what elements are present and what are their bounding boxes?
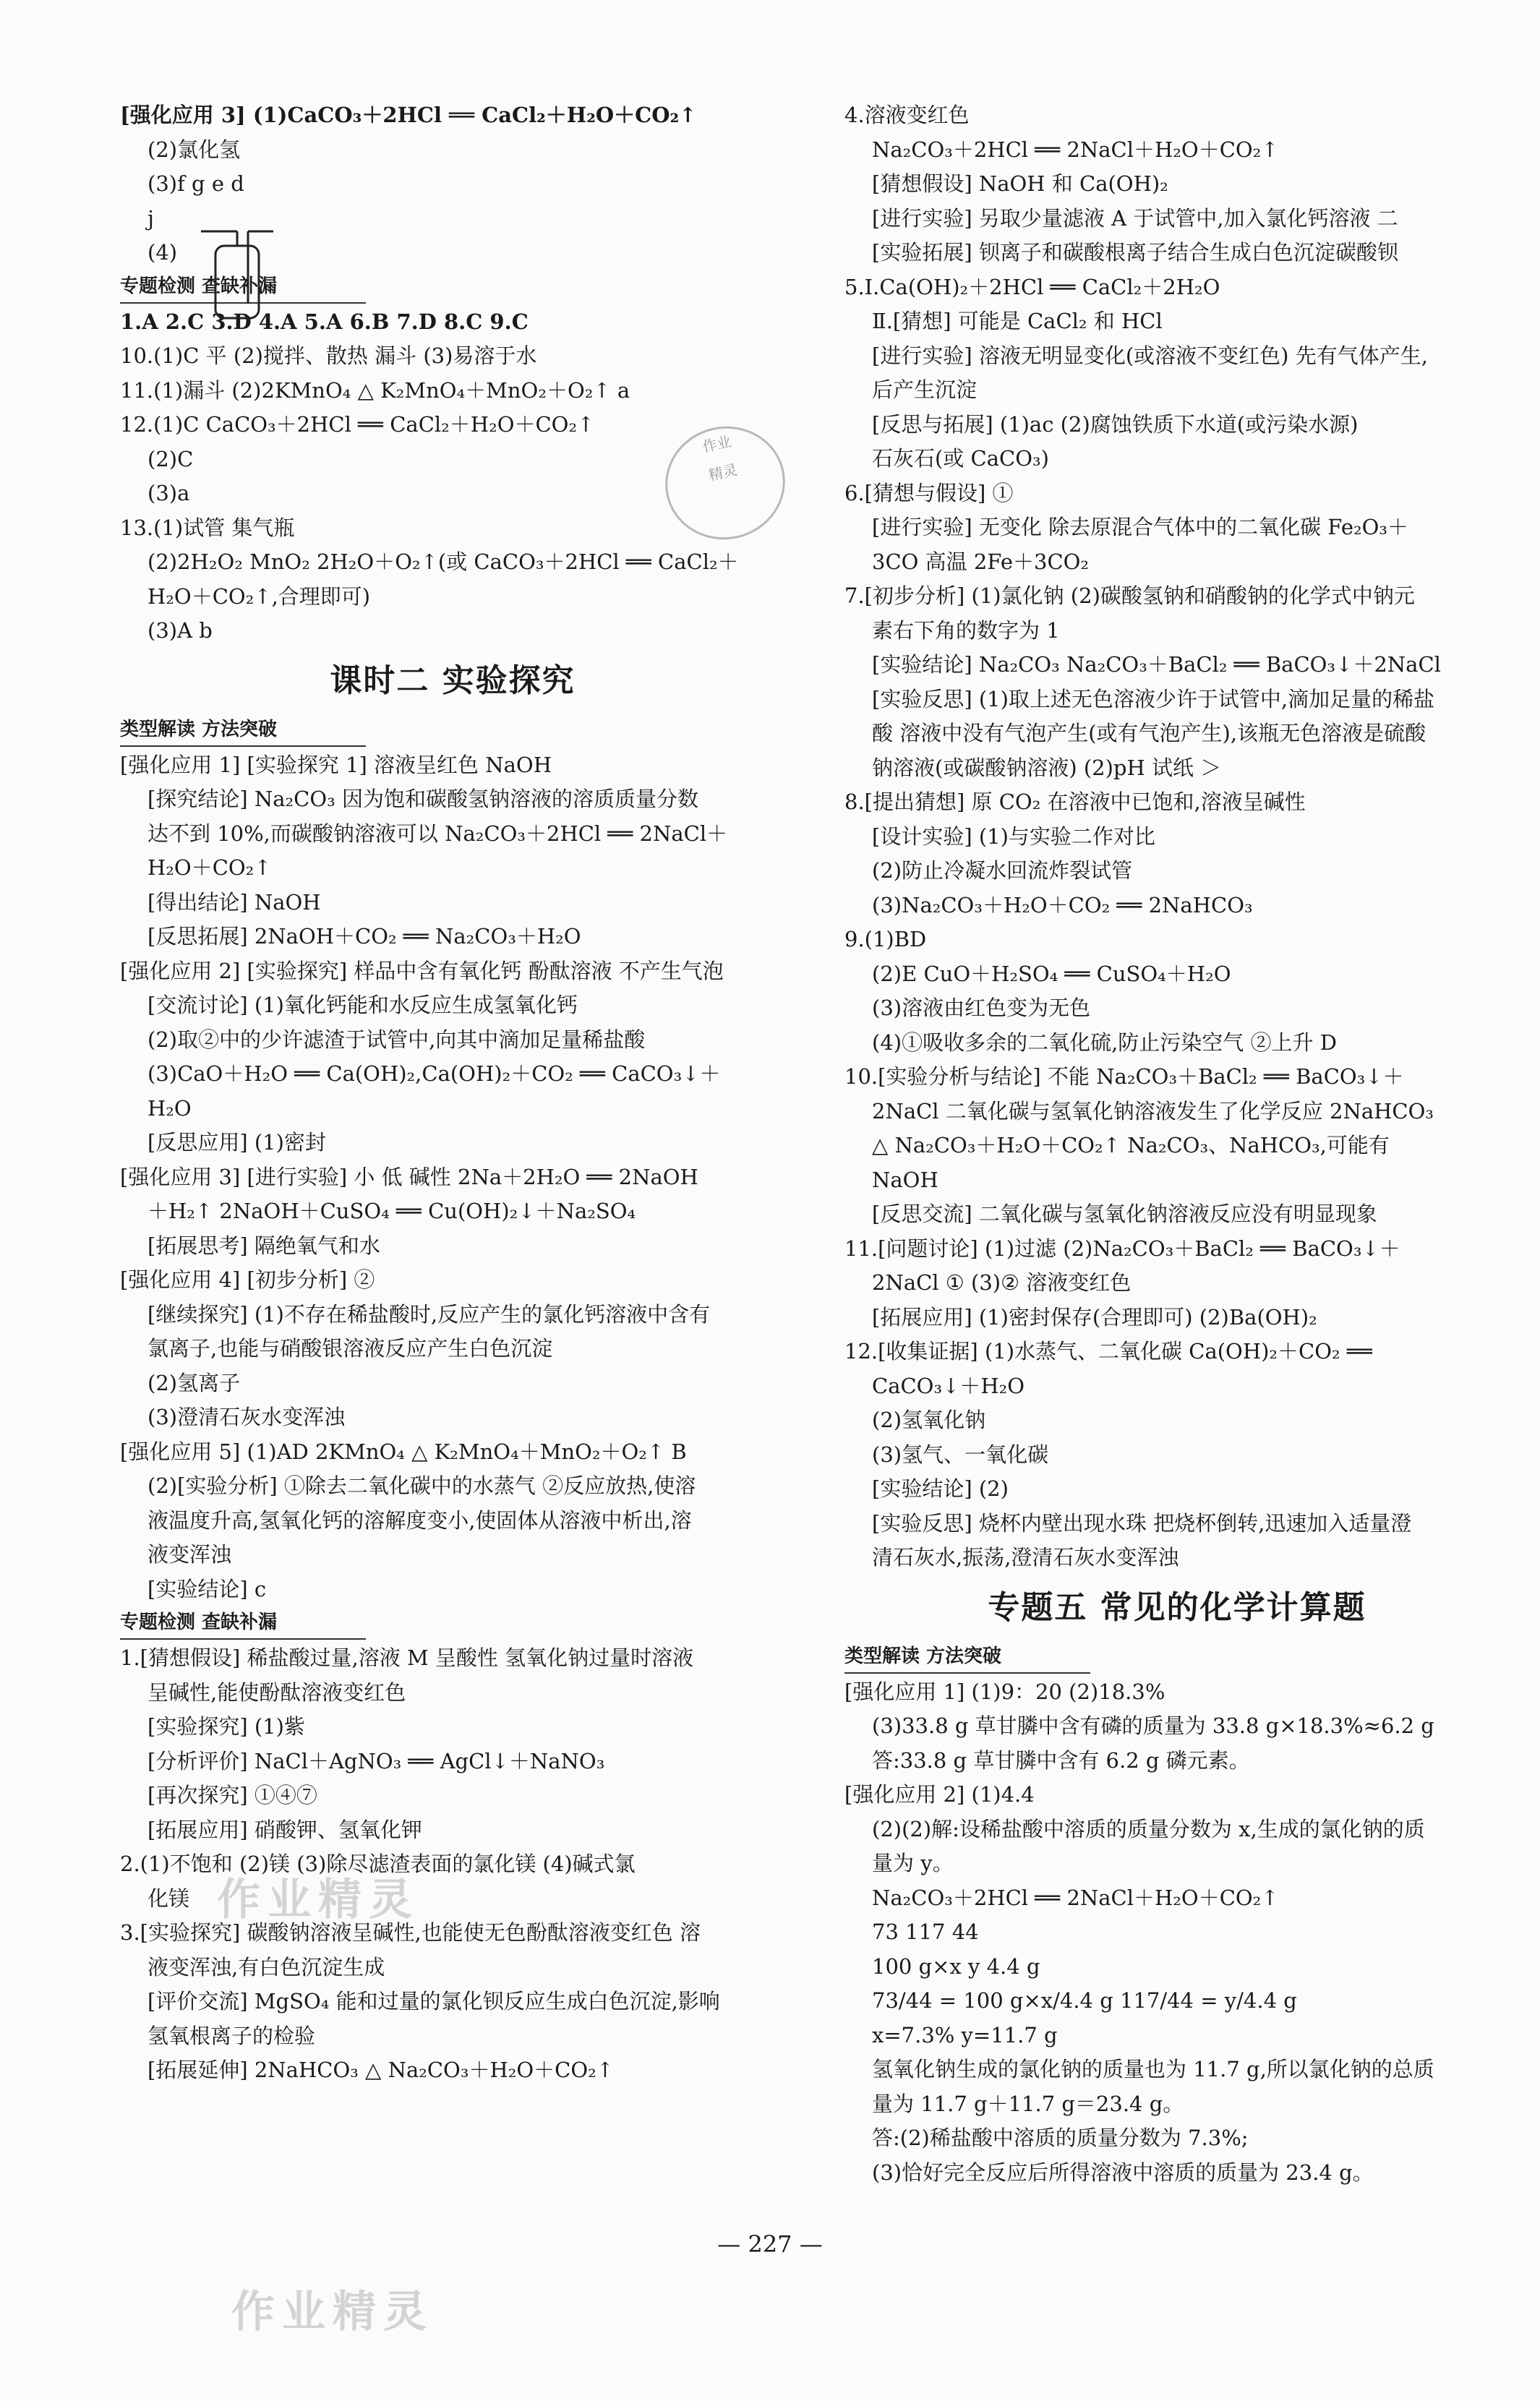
answer-line: 量为 y。 xyxy=(872,1851,954,1875)
answer-line: 7.[初步分析] (1)氯化钠 (2)碳酸氢钠和硝酸钠的化学式中钠元 xyxy=(844,583,1415,608)
answer-line: 2NaCl ① (3)② 溶液变红色 xyxy=(872,1270,1132,1295)
answer-line: (3)a xyxy=(147,481,190,505)
answer-line: H₂O xyxy=(147,1095,192,1121)
answer-line: (3)澄清石灰水变浑浊 xyxy=(147,1405,346,1429)
answer-line: (2)氢离子 xyxy=(147,1370,241,1395)
answer-line: 氢氧根离子的检验 xyxy=(147,2023,316,2048)
answer-line: [交流讨论] (1)氧化钙能和水反应生成氢氧化钙 xyxy=(147,993,578,1017)
answer-line: (3)溶液由红色变为无色 xyxy=(872,996,1091,1020)
answer-line: 73/44 = 100 g×x/4.4 g 117/44 = y/4.4 g xyxy=(872,1988,1297,2013)
answer-line: H₂O＋CO₂↑,合理即可) xyxy=(147,583,371,609)
answer-line: 11.[问题讨论] (1)过滤 (2)Na₂CO₃＋BaCl₂ ══ BaCO₃↓＋ xyxy=(844,1236,1400,1261)
answer-line: [进行实验] 溶液无明显变化(或溶液不变红色) 先有气体产生, xyxy=(872,343,1428,368)
answer-line: [进行实验] 另取少量滤液 A 于试管中,加入氯化钙溶液 二 xyxy=(872,205,1398,231)
section-heading: 课时二 实验探究 xyxy=(330,662,576,699)
answer-line: CaCO₃↓＋H₂O xyxy=(872,1373,1025,1398)
watermark-stamp: 作业 精灵 xyxy=(655,415,796,550)
watermark: 作业精灵 xyxy=(231,2287,434,2337)
answer-line: 答:33.8 g 草甘膦中含有 6.2 g 磷元素。 xyxy=(872,1747,1250,1773)
answer-line: (2)2H₂O₂ MnO₂ 2H₂O＋O₂↑(或 CaCO₃＋2HCl ══ CaCl₂＋ xyxy=(147,549,739,574)
answer-line: 2NaCl 二氧化碳与氢氧化钠溶液发生了化学反应 2NaHCO₃ xyxy=(872,1098,1434,1124)
answer-line: (2)(2)解:设稀盐酸中溶质的质量分数为 x,生成的氯化钠的质 xyxy=(872,1816,1425,1841)
answer-line: [实验反思] (1)取上述无色溶液少许于试管中,滴加足量的稀盐 xyxy=(872,686,1435,711)
answer-line: 液变浑浊,有白色沉淀生成 xyxy=(147,1954,385,1980)
gas-bottle-illustration xyxy=(194,217,281,325)
answer-line: [强化应用 3] [进行实验] 小 低 碱性 2Na＋2H₂O ══ 2NaOH xyxy=(120,1164,698,1189)
answer-line: (2)E CuO＋H₂SO₄ ══ CuSO₄＋H₂O xyxy=(872,961,1231,986)
answer-line: 清石灰水,振荡,澄清石灰水变浑浊 xyxy=(872,1545,1179,1570)
answer-line: Na₂CO₃＋2HCl ══ 2NaCl＋H₂O＋CO₂↑ xyxy=(872,137,1279,162)
answer-line: (3)CaO＋H₂O ══ Ca(OH)₂,Ca(OH)₂＋CO₂ ══ CaCO₃↓＋ xyxy=(147,1061,721,1086)
answer-line: [拓展延伸] 2NaHCO₃ △ Na₂CO₃＋H₂O＋CO₂↑ xyxy=(147,2058,615,2082)
answer-line: (3)A b xyxy=(147,618,213,643)
answer-line: [猜想假设] NaOH 和 Ca(OH)₂ xyxy=(872,171,1168,196)
answer-line: ＋H₂↑ 2NaOH＋CuSO₄ ══ Cu(OH)₂↓＋Na₂SO₄ xyxy=(147,1199,636,1223)
answer-line: j xyxy=(147,205,154,231)
subsection-heading: 专题检测 查缺补漏 xyxy=(120,270,366,304)
answer-line: [强化应用 1] (1)9：20 (2)18.3% xyxy=(844,1679,1165,1704)
answer-line: [得出结论] NaOH xyxy=(147,889,321,915)
answer-line: 13.(1)试管 集气瓶 xyxy=(120,515,295,540)
answer-line: 化镁 xyxy=(147,1886,190,1911)
answer-line: 1.[猜想假设] 稀盐酸过量,溶液 M 呈酸性 氢氧化钠过量时溶液 xyxy=(120,1645,694,1670)
answer-line: △ Na₂CO₃＋H₂O＋CO₂↑ Na₂CO₃、NaHCO₃,可能有 xyxy=(872,1133,1390,1157)
answer-line: Na₂CO₃＋2HCl ══ 2NaCl＋H₂O＋CO₂↑ xyxy=(872,1885,1279,1910)
answer-line: [强化应用 4] [初步分析] ② xyxy=(120,1267,375,1292)
subsection-heading: 类型解读 方法突破 xyxy=(120,714,366,747)
answer-line: Ⅱ.[猜想] 可能是 CaCl₂ 和 HCl xyxy=(872,309,1163,333)
answer-line: NaOH xyxy=(872,1167,938,1192)
answer-line: [强化应用 5] (1)AD 2KMnO₄ △ K₂MnO₄＋MnO₂＋O₂↑ B xyxy=(120,1439,687,1464)
answer-line: (4)①吸收多余的二氧化硫,防止污染空气 ②上升 D xyxy=(872,1030,1337,1055)
answer-line: 11.(1)漏斗 (2)2KMnO₄ △ K₂MnO₄＋MnO₂＋O₂↑ a xyxy=(120,377,630,403)
answer-line: 3CO 高温 2Fe＋3CO₂ xyxy=(872,549,1090,574)
answer-line: [实验结论] Na₂CO₃ Na₂CO₃＋BaCl₂ ══ BaCO₃↓＋2NaCl xyxy=(872,652,1441,677)
answer-line: 钠溶液(或碳酸钠溶液) (2)pH 试纸 ＞ xyxy=(872,755,1222,780)
answer-line: [再次探究] ①④⑦ xyxy=(147,1783,317,1807)
answer-line: 1.A 2.C 3.D 4.A 5.A 6.B 7.D 8.C 9.C xyxy=(120,309,529,334)
answer-line: 4.溶液变红色 xyxy=(844,103,970,127)
answer-line: x=7.3% y=11.7 g xyxy=(872,2022,1058,2047)
answer-line: [实验探究] (1)紫 xyxy=(147,1714,305,1739)
answer-line: [反思拓展] 2NaOH＋CO₂ ══ Na₂CO₃＋H₂O xyxy=(147,924,581,949)
answer-line: H₂O＋CO₂↑ xyxy=(147,855,272,880)
answer-line: [反思应用] (1)密封 xyxy=(147,1130,326,1155)
answer-line: 3.[实验探究] 碳酸钠溶液呈碱性,也能使无色酚酞溶液变红色 溶 xyxy=(120,1920,701,1945)
watermark: 作业精灵 xyxy=(217,1875,419,1925)
answer-line: [强化应用 2] [实验探究] 样品中含有氧化钙 酚酞溶液 不产生气泡 xyxy=(120,958,724,983)
page-number: — 227 — xyxy=(717,2230,823,2258)
answer-line: 5.Ⅰ.Ca(OH)₂＋2HCl ══ CaCl₂＋2H₂O xyxy=(844,274,1220,299)
answer-line: (3)33.8 g 草甘膦中含有磷的质量为 33.8 g×18.3%≈6.2 g xyxy=(872,1713,1434,1738)
answer-line: 氯离子,也能与硝酸银溶液反应产生白色沉淀 xyxy=(147,1336,553,1361)
answer-line: [反思与拓展] (1)ac (2)腐蚀铁质下水道(或污染水源) xyxy=(872,411,1359,437)
answer-line: 达不到 10%,而碳酸钠溶液可以 Na₂CO₃＋2HCl ══ 2NaCl＋ xyxy=(147,821,728,846)
section-heading: 专题五 常见的化学计算题 xyxy=(988,1588,1366,1626)
answer-line: (3)Na₂CO₃＋H₂O＋CO₂ ══ 2NaHCO₃ xyxy=(872,892,1253,917)
answer-line: 100 g×x y 4.4 g xyxy=(872,1953,1040,1979)
answer-line: [强化应用 3] (1)CaCO₃＋2HCl ══ CaCl₂＋H₂O＋CO₂↑ xyxy=(120,103,697,127)
answer-line: 量为 11.7 g＋11.7 g＝23.4 g。 xyxy=(872,2091,1184,2116)
answer-line: (4) xyxy=(147,240,178,265)
answer-line: (3)恰好完全反应后所得溶液中溶质的质量为 23.4 g。 xyxy=(872,2160,1374,2185)
answer-line: 素右下角的数字为 1 xyxy=(872,617,1060,643)
answer-line: 液温度升高,氢氧化钙的溶解度变小,使固体从溶液中析出,溶 xyxy=(147,1507,692,1533)
answer-line: 酸 溶液中没有气泡产生(或有气泡产生),该瓶无色溶液是硫酸 xyxy=(872,721,1426,745)
answer-line: 12.[收集证据] (1)水蒸气、二氧化碳 Ca(OH)₂＋CO₂ ══ xyxy=(844,1339,1372,1364)
answer-line: [继续探究] (1)不存在稀盐酸时,反应产生的氯化钙溶液中含有 xyxy=(147,1301,711,1327)
answer-line: [设计实验] (1)与实验二作对比 xyxy=(872,823,1155,849)
answer-line: 6.[猜想与假设] ① xyxy=(844,480,1014,505)
answer-line: [实验拓展] 钡离子和碳酸根离子结合生成白色沉淀碳酸钡 xyxy=(872,240,1398,265)
answer-line: 呈碱性,能使酚酞溶液变红色 xyxy=(147,1679,406,1705)
subsection-heading: 类型解读 方法突破 xyxy=(844,1640,1090,1674)
answer-line: 10.[实验分析与结论] 不能 Na₂CO₃＋BaCl₂ ══ BaCO₃↓＋ xyxy=(844,1064,1404,1089)
answer-line: (2)[实验分析] ①除去二氧化碳中的水蒸气 ②反应放热,使溶 xyxy=(147,1473,696,1498)
answer-line: 答:(2)稀盐酸中溶质的质量分数为 7.3%; xyxy=(872,2126,1249,2150)
answer-line: 液变浑浊 xyxy=(147,1542,232,1567)
answer-line: [拓展应用] 硝酸钾、氢氧化钾 xyxy=(147,1817,422,1842)
answer-line: (2)防止冷凝水回流炸裂试管 xyxy=(872,858,1133,883)
answer-line: (2)取②中的少许滤渣于试管中,向其中滴加足量稀盐酸 xyxy=(147,1027,646,1052)
answer-line: 73 117 44 xyxy=(872,1919,979,1944)
answer-line: 9.(1)BD xyxy=(844,927,927,951)
answer-line: [实验结论] c xyxy=(147,1576,267,1601)
answer-line: 2.(1)不饱和 (2)镁 (3)除尽滤渣表面的氯化镁 (4)碱式氯 xyxy=(120,1852,636,1876)
answer-line: [进行实验] 无变化 除去原混合气体中的二氧化碳 Fe₂O₃＋ xyxy=(872,515,1409,539)
answer-line: 氢氧化钠生成的氯化钠的质量也为 11.7 g,所以氯化钠的总质 xyxy=(872,2057,1434,2081)
answer-line: (3)氢气、一氧化碳 xyxy=(872,1442,1049,1467)
answer-line: [强化应用 2] (1)4.4 xyxy=(844,1782,1035,1807)
answer-line: 后产生沉淀 xyxy=(872,377,978,402)
answer-line: (2)氢氧化钠 xyxy=(872,1408,986,1432)
right-column xyxy=(844,98,1510,2190)
answer-line: [反思交流] 二氧化碳与氢氧化钠溶液反应没有明显现象 xyxy=(872,1202,1377,1226)
answer-line: [强化应用 1] [实验探究 1] 溶液呈红色 NaOH xyxy=(120,752,552,777)
answer-line: 石灰石(或 CaCO₃) xyxy=(872,446,1049,471)
answer-line: [拓展思考] 隔绝氧气和水 xyxy=(147,1233,380,1258)
answer-line: (2)C xyxy=(147,446,194,471)
answer-line: [拓展应用] (1)密封保存(合理即可) (2)Ba(OH)₂ xyxy=(872,1304,1317,1330)
answer-line: (2)氯化氢 xyxy=(147,137,241,162)
answer-line: 10.(1)C 平 (2)搅拌、散热 漏斗 (3)易溶于水 xyxy=(120,343,537,368)
answer-line: (3)f g e d xyxy=(147,171,244,196)
answer-line: 12.(1)C CaCO₃＋2HCl ══ CaCl₂＋H₂O＋CO₂↑ xyxy=(120,412,595,437)
answer-line: [实验结论] (2) xyxy=(872,1476,1009,1501)
left-column xyxy=(120,98,785,2088)
answer-line: [探究结论] Na₂CO₃ 因为饱和碳酸氢钠溶液的溶质质量分数 xyxy=(147,787,698,811)
answer-line: [评价交流] MgSO₄ 能和过量的氯化钡反应生成白色沉淀,影响 xyxy=(147,1989,720,2013)
answer-line: 8.[提出猜想] 原 CO₂ 在溶液中已饱和,溶液呈碱性 xyxy=(844,789,1306,814)
answer-line: [实验反思] 烧杯内壁出现水珠 把烧杯倒转,迅速加入适量澄 xyxy=(872,1510,1412,1536)
subsection-heading: 专题检测 查缺补漏 xyxy=(120,1606,366,1640)
answer-line: [分析评价] NaCl＋AgNO₃ ══ AgCl↓＋NaNO₃ xyxy=(147,1748,605,1773)
